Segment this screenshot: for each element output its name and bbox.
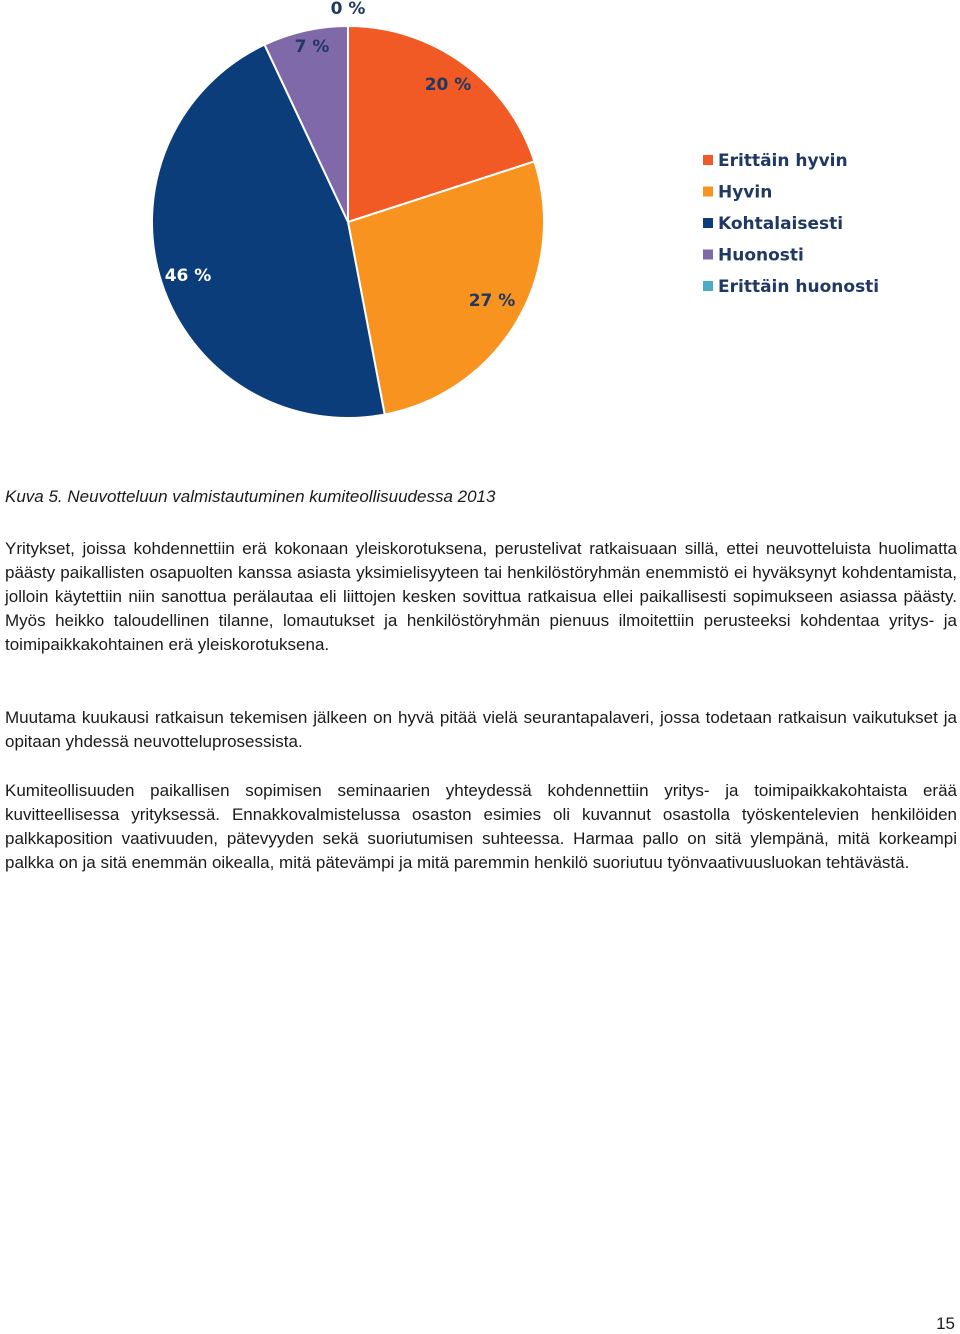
- legend-swatch-huonosti: [703, 250, 713, 260]
- legend-swatch-kohtalaisesti: [703, 218, 713, 228]
- pie-slices: [152, 26, 544, 418]
- paragraph-3: Kumiteollisuuden paikallisen sopimisen seminaarien yhteydessä kohdennettiin yritys- ja toimipaikkakohtaista erää kuvitteellisessa yrityksessä. Ennakkovalmistelussa osaston esimies oli kuvannut osastolla työskentelevien henkilöiden palkkaposition vaativuuden, pätevyyden sekä suoriutumisen suhteessa. Harmaa pallo on sitä ylempänä, mitä korkeampi palkka on ja sitä enemmän oikealla, mitä pätevämpi ja mitä paremmin henkilö suoriutuu työnvaativuusluokan tehtävästä.: [5, 781, 957, 872]
- legend-swatch-eritt-in-huonosti: [703, 281, 713, 291]
- legend-label-eritt-in-hyvin: Erittäin hyvin: [718, 151, 848, 171]
- figure-caption: Kuva 5. Neuvotteluun valmistautuminen kumiteollisuudessa 2013: [5, 487, 496, 506]
- chart-legend: [703, 151, 879, 297]
- legend-swatch-hyvin: [703, 187, 713, 197]
- page-number: 15: [936, 1314, 955, 1333]
- slice-label-eritt-in-huonosti: 0 %: [330, 0, 366, 19]
- legend-label-eritt-in-huonosti: Erittäin huonosti: [718, 277, 880, 297]
- paragraph-1: Yritykset, joissa kohdennettiin erä kokonaan yleiskorotuksena, perustelivat ratkaisuaan sillä, ettei neuvotteluista huolimatta päästy paikallisten osapuolten kanssa asiasta yksimielisyyteen tai henkilöstöryhmän enemmistö ei hyväksynyt kohdentamista, jolloin käytettiin niin sanottua perälautaa eli liittojen kesken sovittua ratkaisua ellei paikallisesti sopimukseen asiassa päästy. Myös heikko taloudellinen tilanne, lomautukset ja henkilöstöryhmän pienuus ilmoitettiin perusteeksi kohdentaa yritys- ja toimipaikkakohtainen erä yleiskorotuksena.: [5, 539, 957, 654]
- slice-label-kohtalaisesti: 46 %: [164, 266, 212, 286]
- legend-label-huonosti: Huonosti: [718, 245, 804, 266]
- slice-label-eritt-in-hyvin: 20 %: [424, 75, 472, 95]
- pie-chart: [0, 0, 960, 460]
- legend-swatch-eritt-in-hyvin: [703, 155, 713, 165]
- slice-label-huonosti: 7 %: [294, 37, 330, 57]
- legend-label-hyvin: Hyvin: [718, 182, 773, 203]
- paragraph-2: Muutama kuukausi ratkaisun tekemisen jälkeen on hyvä pitää vielä seurantapalaveri, jossa todetaan ratkaisun vaikutukset ja opitaan yhdessä neuvotteluprosessista.: [5, 708, 957, 751]
- legend-label-kohtalaisesti: Kohtalaisesti: [718, 214, 844, 234]
- slice-label-hyvin: 27 %: [468, 291, 516, 311]
